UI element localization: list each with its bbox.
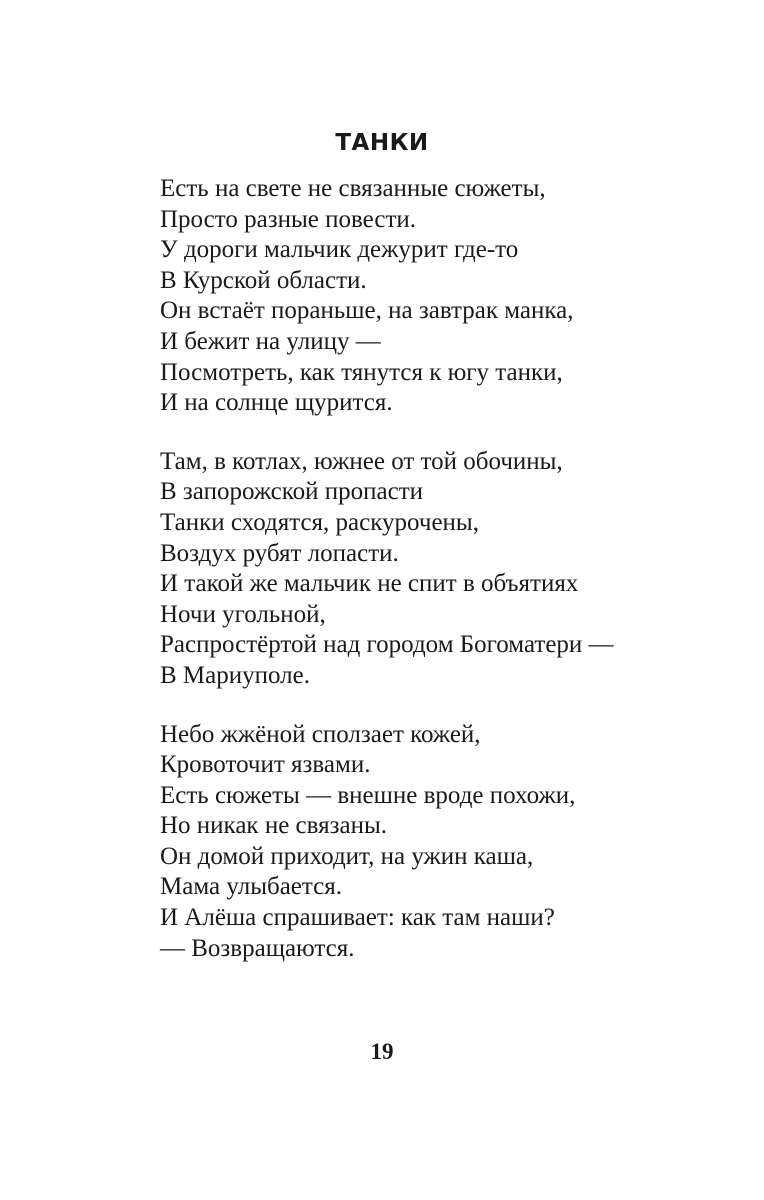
- poem-line: Он встаёт пораньше, на завтрак манка,: [160, 297, 574, 325]
- poem-line: И Алёша спрашивает: как там наши?: [160, 904, 555, 932]
- poem-line: Мама улыбается.: [160, 873, 342, 901]
- poem-line: Есть сюжеты — внешне вроде похожи,: [160, 781, 576, 809]
- poem-line: Воздух рубят лопасти.: [160, 539, 399, 567]
- stanza-1: [160, 174, 614, 419]
- poem-line: Танки сходятся, раскурочены,: [160, 508, 479, 536]
- page-number: 19: [370, 1039, 394, 1064]
- poem-line: Небо жжёной сползает кожей,: [160, 720, 481, 748]
- poem-line: Он домой приходит, на ужин каша,: [160, 842, 534, 870]
- stanza-2: [160, 447, 614, 692]
- poem-line: Кровоточит язвами.: [160, 751, 371, 779]
- poem-line: Есть на свете не связанные сюжеты,: [160, 175, 546, 202]
- poem-line: В запорожской пропасти: [160, 478, 424, 506]
- poem-line: И на солнце щурится.: [160, 389, 393, 417]
- poem-title: ТАНКИ: [335, 130, 429, 156]
- poem-line: В Мариуполе.: [160, 661, 310, 689]
- poem-line: У дороги мальчик дежурит где-то: [160, 236, 519, 264]
- poem-line: В Курской области.: [160, 266, 367, 294]
- poem-line: И бежит на улицу —: [160, 327, 381, 355]
- poem-line: Распростёртой над городом Богоматери —: [160, 631, 614, 659]
- poem-line: Посмотреть, как тянутся к югу танки,: [160, 358, 563, 386]
- poem-line: Но никак не связаны.: [160, 812, 388, 840]
- stanza-3: [160, 720, 614, 965]
- poem-line: Просто разные повести.: [160, 205, 417, 233]
- poem-line: Ночи угольной,: [160, 600, 326, 628]
- poem-line: Там, в котлах, южнее от той обочины,: [160, 447, 563, 475]
- poem-body: [160, 174, 614, 964]
- poem-line: И такой же мальчик не спит в объятиях: [160, 570, 579, 598]
- poem-line: — Возвращаются.: [160, 934, 355, 962]
